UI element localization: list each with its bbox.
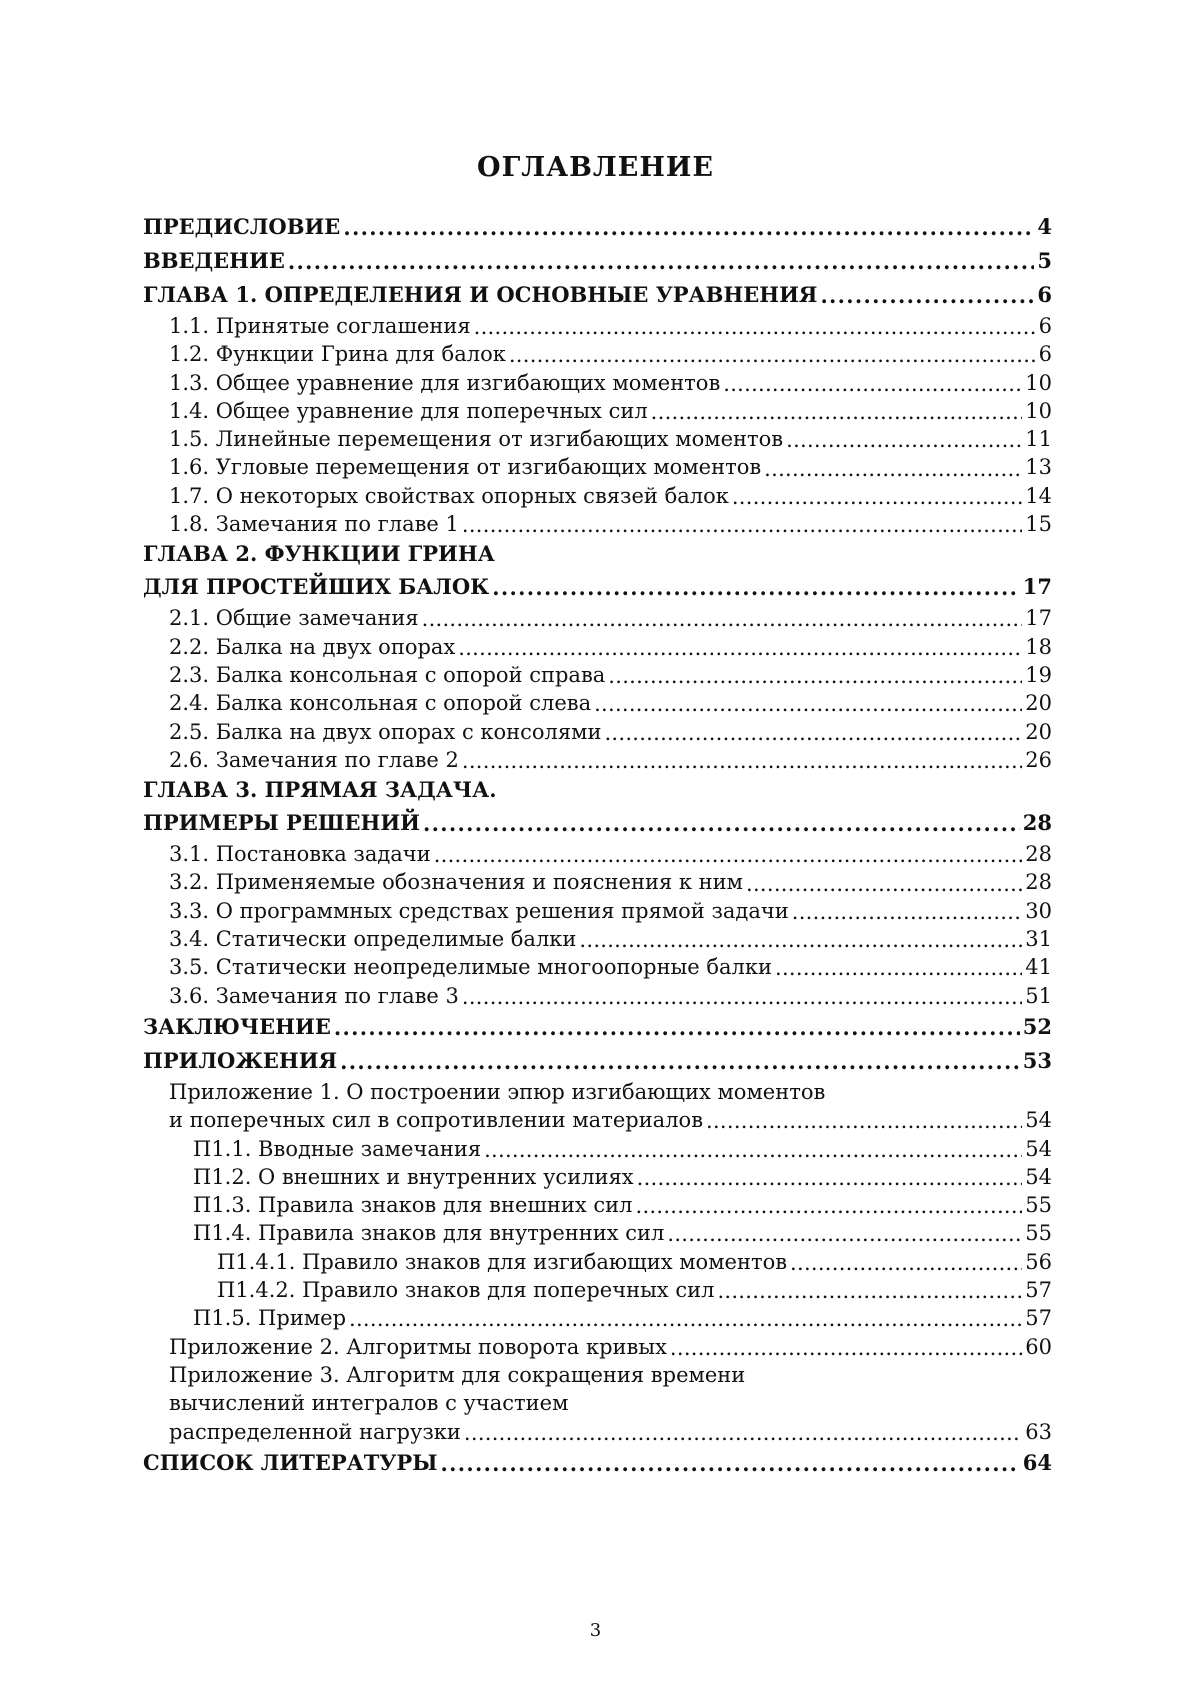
dot-leader bbox=[706, 1111, 1022, 1132]
toc-appendix-3-heading: Приложение 3. Алгоритм для сокращения времени bbox=[169, 1362, 746, 1387]
toc-entry-conclusion[interactable] bbox=[143, 1010, 1052, 1044]
dot-leader bbox=[792, 902, 1022, 923]
dot-leader bbox=[732, 487, 1022, 508]
entry-label: 3.4. Статически определимые балки bbox=[169, 927, 577, 952]
entry-page: 54 bbox=[1025, 1164, 1052, 1189]
dot-leader bbox=[462, 515, 1022, 536]
dot-leader bbox=[764, 459, 1022, 480]
entry-label: и поперечных сил в сопротивлении материалов bbox=[169, 1108, 704, 1133]
entry-label: П1.5. Пример bbox=[193, 1306, 347, 1331]
entry-page: 52 bbox=[1022, 1013, 1052, 1039]
entry-label: 2.1. Общие замечания bbox=[169, 606, 419, 631]
entry-label: 1.3. Общее уравнение для изгибающих моментов bbox=[169, 370, 721, 395]
entry-label: 3.3. О программных средствах решения прямой задачи bbox=[169, 898, 789, 923]
toc-entry-appendix-item[interactable] bbox=[143, 1191, 1052, 1219]
dot-leader bbox=[422, 609, 1023, 630]
entry-page: 11 bbox=[1025, 427, 1052, 452]
entry-label: 3.2. Применяемые обозначения и пояснения к ним bbox=[169, 870, 744, 895]
dot-leader bbox=[474, 317, 1036, 338]
toc-entry-section[interactable] bbox=[143, 453, 1052, 481]
entry-page: 6 bbox=[1038, 314, 1052, 338]
toc-entry-section[interactable] bbox=[143, 746, 1052, 774]
dot-leader bbox=[651, 402, 1023, 423]
toc-entry-section[interactable] bbox=[143, 953, 1052, 981]
entry-label: ПРЕДИСЛОВИЕ bbox=[143, 214, 341, 239]
dot-leader bbox=[746, 874, 1022, 895]
entry-page: 15 bbox=[1025, 512, 1052, 537]
entry-label: 3.5. Статически неопределимые многоопорные балки bbox=[169, 955, 773, 980]
entry-label: П1.2. О внешних и внутренних усилиях bbox=[193, 1164, 634, 1189]
entry-label: 1.8. Замечания по главе 1 bbox=[169, 512, 459, 537]
entry-label: 3.1. Постановка задачи bbox=[169, 842, 431, 867]
entry-label: 1.5. Линейные перемещения от изгибающих моментов bbox=[169, 427, 784, 452]
entry-page: 57 bbox=[1025, 1306, 1052, 1331]
entry-page: 13 bbox=[1025, 455, 1052, 480]
dot-leader bbox=[775, 958, 1022, 979]
entry-label: распределенной нагрузки bbox=[169, 1419, 461, 1444]
entry-label: 1.2. Функции Грина для балок bbox=[169, 342, 506, 367]
dot-leader bbox=[579, 930, 1022, 951]
toc-entry-section[interactable] bbox=[143, 397, 1052, 425]
toc-appendix-1-heading: Приложение 1. О построении эпюр изгибающих моментов bbox=[169, 1079, 826, 1104]
toc-entry-section[interactable] bbox=[143, 369, 1052, 397]
entry-page: 30 bbox=[1025, 898, 1052, 923]
toc-entry-references[interactable] bbox=[143, 1446, 1052, 1480]
dot-leader bbox=[464, 1423, 1022, 1444]
entry-label: 2.5. Балка на двух опорах с консолями bbox=[169, 719, 602, 744]
entry-page: 6 bbox=[1037, 282, 1052, 307]
entry-page: 60 bbox=[1025, 1334, 1052, 1359]
dot-leader bbox=[717, 1281, 1022, 1302]
entry-page: 20 bbox=[1025, 691, 1052, 716]
dot-leader bbox=[288, 251, 1035, 272]
entry-page: 54 bbox=[1025, 1136, 1052, 1161]
dot-leader bbox=[667, 1224, 1022, 1245]
toc-entry-preface[interactable] bbox=[143, 210, 1052, 244]
entry-label: П1.3. Правила знаков для внешних сил bbox=[193, 1193, 633, 1218]
entry-page: 31 bbox=[1025, 927, 1052, 952]
entry-page: 41 bbox=[1025, 955, 1052, 980]
toc-entry-section[interactable] bbox=[143, 482, 1052, 510]
dot-leader bbox=[604, 723, 1022, 744]
entry-label: 2.6. Замечания по главе 2 bbox=[169, 747, 459, 772]
entry-page: 55 bbox=[1025, 1221, 1052, 1246]
entry-label: П1.1. Вводные замечания bbox=[193, 1136, 482, 1161]
dot-leader bbox=[509, 345, 1036, 366]
entry-page: 64 bbox=[1022, 1449, 1052, 1475]
entry-page: 63 bbox=[1025, 1419, 1052, 1444]
toc-entry-chapter-2[interactable] bbox=[143, 570, 1052, 604]
toc-entry-appendix-2[interactable] bbox=[143, 1333, 1052, 1361]
toc-entry-appendix-subitem[interactable] bbox=[143, 1248, 1052, 1276]
entry-page: 14 bbox=[1025, 483, 1052, 508]
toc-entry-section[interactable] bbox=[143, 604, 1052, 632]
toc-entry-appendices[interactable] bbox=[143, 1044, 1052, 1078]
toc-entry-section[interactable] bbox=[143, 925, 1052, 953]
toc-entry-section[interactable] bbox=[143, 312, 1052, 340]
entry-page: 10 bbox=[1025, 398, 1052, 423]
entry-label: Приложение 2. Алгоритмы поворота кривых bbox=[169, 1334, 667, 1359]
dot-leader bbox=[349, 1309, 1022, 1330]
dot-leader bbox=[462, 751, 1022, 772]
entry-page: 54 bbox=[1025, 1108, 1052, 1133]
dot-leader bbox=[790, 1253, 1022, 1274]
dot-leader bbox=[334, 1017, 1020, 1038]
toc-entry-section[interactable] bbox=[143, 661, 1052, 689]
entry-page: 57 bbox=[1025, 1278, 1052, 1303]
entry-label: ПРИЛОЖЕНИЯ bbox=[143, 1047, 338, 1073]
toc-chapter-2-heading: ГЛАВА 2. ФУНКЦИИ ГРИНА bbox=[143, 541, 495, 567]
dot-leader bbox=[434, 845, 1023, 866]
toc-entry-section[interactable] bbox=[143, 982, 1052, 1010]
entry-label: П1.4.2. Правило знаков для поперечных сил bbox=[217, 1278, 715, 1303]
entry-page: 19 bbox=[1025, 662, 1052, 687]
dot-leader bbox=[423, 813, 1020, 834]
entry-label: ВВЕДЕНИЕ bbox=[143, 248, 285, 273]
dot-leader bbox=[820, 285, 1034, 306]
page-number: 3 bbox=[589, 1620, 602, 1641]
entry-page: 56 bbox=[1025, 1249, 1052, 1274]
dot-leader bbox=[786, 430, 1022, 451]
toc-entry-section[interactable] bbox=[143, 510, 1052, 538]
toc-entry-appendix-item[interactable] bbox=[143, 1304, 1052, 1332]
toc-entry-section[interactable] bbox=[143, 689, 1052, 717]
entry-page: 17 bbox=[1022, 574, 1052, 600]
dot-leader bbox=[340, 1051, 1020, 1072]
entry-page: 18 bbox=[1025, 634, 1052, 659]
entry-label: 2.3. Балка консольная с опорой справа bbox=[169, 662, 606, 687]
toc-entry-appendix-subitem[interactable] bbox=[143, 1276, 1052, 1304]
dot-leader bbox=[636, 1196, 1023, 1217]
toc-entry-section[interactable] bbox=[143, 340, 1052, 368]
toc-entry-section[interactable] bbox=[143, 897, 1052, 925]
entry-page: 5 bbox=[1037, 248, 1052, 273]
entry-page: 10 bbox=[1025, 370, 1052, 395]
entry-label: 3.6. Замечания по главе 3 bbox=[169, 983, 459, 1008]
dot-leader bbox=[608, 666, 1022, 687]
entry-page: 20 bbox=[1025, 719, 1052, 744]
toc-entry-section[interactable] bbox=[143, 425, 1052, 453]
dot-leader bbox=[440, 1453, 1019, 1474]
dot-leader bbox=[637, 1168, 1023, 1189]
entry-label: 2.2. Балка на двух опорах bbox=[169, 634, 456, 659]
entry-page: 51 bbox=[1025, 983, 1052, 1008]
dot-leader bbox=[462, 987, 1022, 1008]
entry-label: 2.4. Балка консольная с опорой слева bbox=[169, 691, 592, 716]
entry-label: 1.1. Принятые соглашения bbox=[169, 314, 471, 338]
page-title: ОГЛАВЛЕНИЕ bbox=[477, 152, 714, 183]
entry-page: 28 bbox=[1022, 810, 1052, 836]
dot-leader bbox=[594, 694, 1022, 715]
entry-page: 4 bbox=[1037, 214, 1052, 239]
toc-entry-section[interactable] bbox=[143, 633, 1052, 661]
entry-page: 26 bbox=[1025, 747, 1052, 772]
entry-page: 53 bbox=[1022, 1047, 1052, 1073]
toc-entry-intro[interactable] bbox=[143, 244, 1052, 278]
table-of-contents bbox=[143, 210, 1052, 1480]
dot-leader bbox=[723, 374, 1022, 395]
entry-label: 1.7. О некоторых свойствах опорных связей балок bbox=[169, 483, 729, 508]
toc-entry-appendix-item[interactable] bbox=[143, 1219, 1052, 1247]
entry-label: 1.4. Общее уравнение для поперечных сил bbox=[169, 398, 648, 423]
toc-entry-appendix-1[interactable] bbox=[143, 1106, 1052, 1134]
dot-leader bbox=[670, 1338, 1022, 1359]
toc-entry-section[interactable] bbox=[143, 718, 1052, 746]
entry-label: ГЛАВА 1. ОПРЕДЕЛЕНИЯ И ОСНОВНЫЕ УРАВНЕНИЯ bbox=[143, 282, 818, 307]
entry-page: 28 bbox=[1025, 842, 1052, 867]
entry-label: 1.6. Угловые перемещения от изгибающих моментов bbox=[169, 455, 762, 480]
entry-label: ПРИМЕРЫ РЕШЕНИЙ bbox=[143, 810, 421, 836]
entry-label: СПИСОК ЛИТЕРАТУРЫ bbox=[143, 1449, 438, 1475]
dot-leader bbox=[343, 217, 1034, 238]
entry-label: ДЛЯ ПРОСТЕЙШИХ БАЛОК bbox=[143, 574, 490, 600]
entry-label: П1.4. Правила знаков для внутренних сил bbox=[193, 1221, 665, 1246]
toc-appendix-3-heading-cont: вычислений интегралов с участием bbox=[169, 1391, 569, 1416]
toc-entry-appendix-3[interactable] bbox=[143, 1418, 1052, 1446]
toc-entry-chapter-1[interactable] bbox=[143, 278, 1052, 312]
dot-leader bbox=[484, 1140, 1022, 1161]
entry-label: ЗАКЛЮЧЕНИЕ bbox=[143, 1013, 331, 1039]
entry-page: 6 bbox=[1038, 342, 1052, 367]
entry-label: П1.4.1. Правило знаков для изгибающих моментов bbox=[217, 1249, 788, 1274]
toc-entry-appendix-item[interactable] bbox=[143, 1135, 1052, 1163]
toc-entry-appendix-item[interactable] bbox=[143, 1163, 1052, 1191]
toc-chapter-3-heading: ГЛАВА 3. ПРЯМАЯ ЗАДАЧА. bbox=[143, 777, 497, 803]
toc-entry-chapter-3[interactable] bbox=[143, 806, 1052, 840]
entry-page: 28 bbox=[1025, 870, 1052, 895]
dot-leader bbox=[458, 638, 1022, 659]
toc-entry-section[interactable] bbox=[143, 840, 1052, 868]
entry-page: 17 bbox=[1025, 606, 1052, 631]
toc-entry-section[interactable] bbox=[143, 868, 1052, 896]
entry-page: 55 bbox=[1025, 1193, 1052, 1218]
dot-leader bbox=[492, 577, 1020, 598]
